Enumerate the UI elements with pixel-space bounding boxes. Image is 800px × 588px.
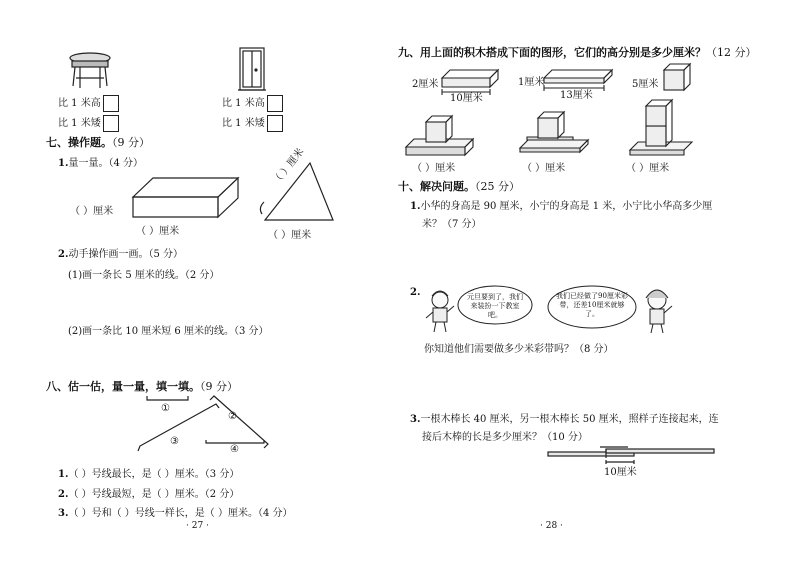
section-10-points: （25 分）: [475, 180, 520, 193]
q-number: 1.: [58, 469, 69, 480]
line-label-1: ①: [161, 403, 170, 414]
line-4: [206, 440, 264, 443]
triangle-base-answer[interactable]: （ ）厘米: [268, 230, 312, 241]
bubble-1-text: 元旦要到了，我们来装扮一下教室吧。: [467, 293, 523, 319]
cuboid-length-answer[interactable]: （ ）厘米: [136, 226, 180, 237]
shorter-label: 比 1 米矮: [58, 118, 101, 129]
q-number: 3.: [58, 508, 69, 519]
stack-1: [406, 116, 473, 155]
page-number-right: · 28 ·: [540, 521, 563, 531]
stool-shorter-row: [58, 114, 119, 132]
section-9-points: （12 分）: [706, 46, 757, 59]
q8-1: [58, 465, 239, 480]
q-number: 3.: [410, 414, 421, 425]
door-image: [238, 48, 266, 90]
door-shorter-checkbox[interactable]: [267, 115, 283, 132]
q10-1-line2: 米？（7 分）: [422, 219, 482, 230]
q-text: 一根木棒长 40 厘米，另一根木棒长 50 厘米，照样子连接起来，连: [420, 414, 719, 425]
q10-2-question: 你知道他们需要做多少米彩带吗？（8 分）: [424, 344, 614, 355]
section-8-title: [46, 378, 238, 394]
line-2: [210, 396, 268, 448]
q-points: （5 分）: [148, 249, 183, 260]
q-number: 1.: [58, 158, 69, 169]
block-2-height: 1厘米: [518, 77, 545, 88]
q-number: 2.: [410, 287, 421, 298]
q-number: 2.: [58, 489, 69, 500]
stack-2: [520, 112, 588, 152]
stack-3: [630, 100, 692, 155]
stack-3-answer[interactable]: （ ）厘米: [626, 163, 670, 174]
stool-shorter-checkbox[interactable]: [103, 115, 119, 132]
block-3: [664, 64, 690, 90]
section-7-points: （9 分）: [112, 136, 150, 149]
boy-illustration: [426, 291, 454, 332]
q10-2-number: [410, 287, 420, 298]
stool-image: [70, 53, 110, 88]
q-number: 1.: [410, 201, 421, 212]
line-label-4: ④: [230, 444, 239, 455]
door-taller-row: [222, 94, 283, 112]
stack-1-answer[interactable]: （ ）厘米: [412, 163, 456, 174]
q-text: 动手操作画一画。: [68, 249, 149, 260]
q8-3: [58, 504, 293, 519]
section-9-title: [398, 44, 757, 60]
q8-2: [58, 485, 239, 500]
q-number: 2.: [58, 249, 69, 260]
section-8-heading: 八、估一估，量一量，填一填。: [46, 380, 200, 393]
q-text: （ ）号线最短，是（ ）厘米。（2 分）: [68, 489, 240, 500]
q7-2-b: (2)画一条比 10 厘米短 6 厘米的线。（3 分）: [68, 326, 269, 337]
q-text: 小华的身高是 90 厘米，小宁的身高是 1 米，小宁比小华高多少厘: [420, 201, 713, 212]
q10-1: [410, 197, 712, 212]
line-label-2: ②: [228, 411, 237, 422]
q10-3: [410, 410, 719, 425]
line-1: [147, 396, 188, 400]
stack-2-answer[interactable]: （ ）厘米: [522, 163, 566, 174]
shorter-label: 比 1 米矮: [222, 118, 265, 129]
q-text: （ ）号和（ ）号线一样长，是（ ）厘米。（4 分）: [68, 508, 293, 519]
triangle-side-answer[interactable]: （ ）厘米: [271, 146, 307, 188]
block-3-height: 5厘米: [632, 79, 659, 90]
door-taller-checkbox[interactable]: [267, 95, 283, 112]
line-label-3: ③: [170, 436, 179, 447]
section-7-heading: 七、操作题。: [46, 136, 112, 149]
block-1-width: 10厘米: [450, 93, 483, 104]
q7-1: [58, 154, 143, 169]
stool-taller-row: [58, 94, 119, 112]
girl-illustration: [646, 290, 672, 333]
q7-2: [58, 245, 183, 260]
q-text: 量一量。: [68, 158, 109, 169]
door-shorter-row: [222, 114, 283, 132]
taller-label: 比 1 米高: [222, 98, 265, 109]
q-points: （4 分）: [108, 158, 143, 169]
block-1-height: 2厘米: [412, 79, 439, 90]
stool-taller-checkbox[interactable]: [103, 95, 119, 112]
section-10-title: [398, 178, 520, 194]
section-8-points: （9 分）: [200, 380, 238, 393]
q10-3-line2: 接后木棒的长是多少厘米？（10 分）: [422, 432, 588, 443]
section-10-heading: 十、解决问题。: [398, 180, 475, 193]
q7-2-a: (1)画一条长 5 厘米的线。（2 分）: [68, 270, 220, 281]
block-2-width: 13厘米: [560, 90, 593, 101]
measure-lines: [138, 396, 268, 451]
sticks-figure: [548, 447, 714, 464]
overlap-label: 10厘米: [604, 467, 637, 478]
bubble-2-text: 我们已经做了90厘米彩带，还差10厘米就够了。: [556, 292, 628, 318]
q-text: （ ）号线最长，是（ ）厘米。（3 分）: [68, 469, 240, 480]
section-9-heading: 九、用上面的积木搭成下面的图形，它们的高分别是多少厘米？: [398, 46, 706, 59]
cuboid-figure: [133, 178, 238, 217]
cuboid-height-answer[interactable]: （ ）厘米: [70, 206, 114, 217]
page-number-left: · 27 ·: [186, 521, 209, 531]
taller-label: 比 1 米高: [58, 98, 101, 109]
section-7-title: [46, 134, 150, 150]
